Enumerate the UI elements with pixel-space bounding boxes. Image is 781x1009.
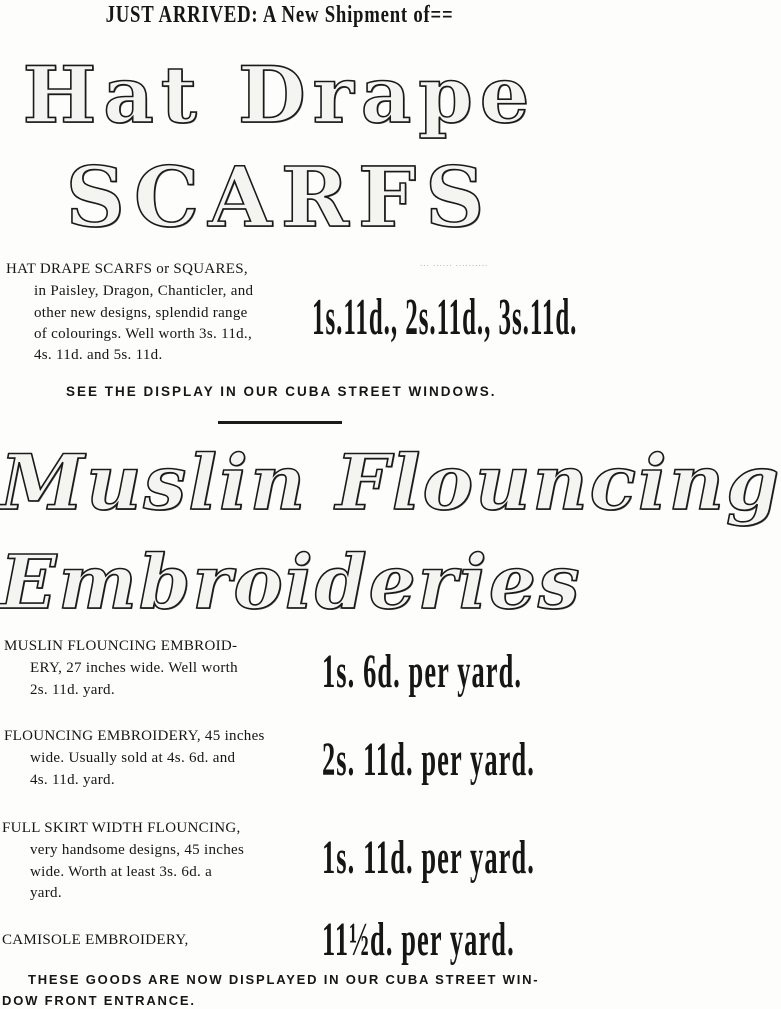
item-3-line-1: FULL SKIRT WIDTH FLOUNCING,: [2, 820, 241, 836]
item-1-price: 1s. 6d. per yard.: [322, 645, 523, 698]
scarfs-desc-line-2: in Paisley, Dragon, Chanticler, and: [34, 283, 254, 299]
footer-line-2: DOW FRONT ENTRANCE.: [2, 993, 196, 1008]
item-4-price: 11½d. per yard.: [322, 913, 515, 966]
header-announcement: JUST ARRIVED: A New Shipment of==: [105, 2, 454, 28]
item-1-line-1: MUSLIN FLOUNCING EMBROID-: [4, 638, 238, 654]
item-3-line-2: very handsome designs, 45 inches: [30, 842, 245, 858]
scarfs-desc-line-3: other new designs, splendid range: [34, 305, 248, 321]
item-1-line-3: 2s. 11d. yard.: [30, 682, 115, 698]
scarfs-desc-line-4: of colourings. Well worth 3s. 11d.,: [34, 326, 253, 342]
scarfs-display-note: SEE THE DISPLAY IN OUR CUBA STREET WINDOWS.: [66, 384, 497, 399]
scarfs-title-hat-drape: Hat Drape: [22, 50, 537, 141]
item-3-line-3: wide. Worth at least 3s. 6d. a: [30, 864, 213, 880]
item-2-price: 2s. 11d. per yard.: [322, 733, 535, 786]
scarfs-desc-line-1: HAT DRAPE SCARFS or SQUARES,: [6, 261, 248, 277]
item-3-line-4: yard.: [30, 885, 62, 901]
faint-bleed-text: ... ...... ..........: [420, 258, 489, 268]
item-4-line-1: CAMISOLE EMBROIDERY,: [2, 932, 189, 948]
muslin-title-flouncing: Muslin Flouncing: [0, 438, 781, 527]
footer-line-1: THESE GOODS ARE NOW DISPLAYED IN OUR CUBA STREET WIN-: [28, 972, 540, 987]
scarfs-prices: 1s.11d., 2s.11d., 3s.11d.: [312, 289, 578, 346]
item-2-line-1: FLOUNCING EMBROIDERY, 45 inches: [4, 728, 265, 744]
section-divider: [218, 421, 342, 424]
scarfs-desc-line-5: 4s. 11d. and 5s. 11d.: [34, 347, 163, 363]
item-3-price: 1s. 11d. per yard.: [322, 831, 535, 884]
scarfs-title-scarfs: SCARFS: [65, 150, 494, 246]
item-2-line-3: 4s. 11d. yard.: [30, 772, 115, 788]
item-2-line-2: wide. Usually sold at 4s. 6d. and: [30, 750, 236, 766]
item-1-line-2: ERY, 27 inches wide. Well worth: [30, 660, 238, 676]
muslin-title-embroideries: Embroideries: [0, 540, 582, 626]
